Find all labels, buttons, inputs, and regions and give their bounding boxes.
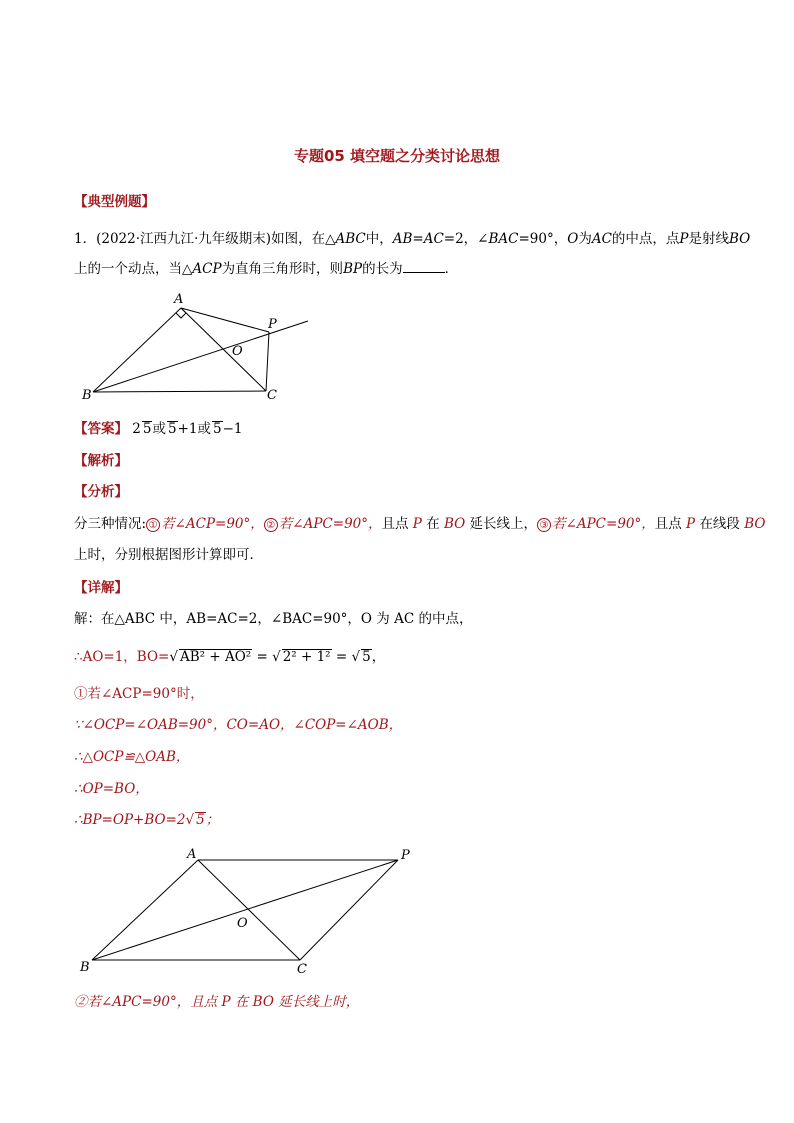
circled-2: ② xyxy=(264,518,278,532)
math-abc: ABC xyxy=(335,231,366,247)
text-fragment: = xyxy=(256,649,268,665)
label-c: C xyxy=(267,388,277,403)
label-c: C xyxy=(297,962,307,977)
sqrt-5 xyxy=(212,421,223,436)
math-bac: BAC xyxy=(488,231,519,247)
segment-bc xyxy=(93,391,266,392)
radical-sign: √ xyxy=(272,649,281,665)
label-o: O xyxy=(232,344,243,359)
answer-line xyxy=(74,419,242,439)
text-fragment: 5 xyxy=(142,421,152,437)
segment-ab xyxy=(92,860,198,960)
sqrt-2-1: 2² + 1² xyxy=(282,649,331,665)
text-fragment: 5 xyxy=(167,421,177,437)
problem-number: 1． xyxy=(74,231,97,247)
section-example: 【典型例题】 xyxy=(74,194,155,210)
text-fragment: 若∠ACP=90°， xyxy=(161,516,264,532)
text-fragment: 在线段 xyxy=(699,516,740,532)
figure-1 xyxy=(78,290,318,408)
label-b: B xyxy=(82,388,92,403)
math-p: P xyxy=(679,231,689,247)
text-fragment: 2 xyxy=(132,421,141,437)
text-fragment: 的中点，点 xyxy=(611,231,680,247)
radical-sign: √ xyxy=(351,649,361,665)
text-fragment: 为 xyxy=(578,231,592,247)
segment-pc xyxy=(266,332,269,391)
detail-line-3: ①若∠ACP=90°时， xyxy=(74,686,204,702)
section-detail: 【详解】 xyxy=(74,580,128,596)
math-o: O xyxy=(567,231,579,247)
label-p: P xyxy=(401,848,410,863)
detail-line-1: 解：在△ABC 中，AB=AC=2，∠BAC=90°，O 为 AC 的中点， xyxy=(74,611,473,627)
math-acp: ACP xyxy=(192,261,222,277)
text-fragment: 中， xyxy=(365,231,393,247)
problem-line-2 xyxy=(74,259,458,279)
section-answer: 【答案】 xyxy=(74,421,128,437)
sqrt-5: 5 xyxy=(362,649,371,665)
problem-line-1 xyxy=(74,229,750,249)
detail-line-6: ∴OP=BO， xyxy=(74,781,149,797)
text-fragment: 分三种情况: xyxy=(74,516,147,532)
math-ac: AC xyxy=(591,231,612,247)
text-fragment: 且点 xyxy=(654,516,682,532)
label-o: O xyxy=(237,916,248,931)
right-angle-mark xyxy=(176,308,186,318)
text-fragment: = xyxy=(335,649,348,665)
text-fragment: 如图，在△ xyxy=(271,231,336,247)
text-fragment: ， xyxy=(371,649,386,665)
detail-line-8: ②若∠APC=90°，且点 P 在 BO 延长线上时， xyxy=(74,994,360,1010)
math-bo: BO xyxy=(729,231,751,247)
detail-line-2 xyxy=(74,647,385,667)
text-fragment: 是射线 xyxy=(688,231,730,247)
section-analysis: 【解析】 xyxy=(74,453,128,469)
detail-line-4: ∵∠OCP=∠OAB=90°，CO=AO，∠COP=∠AOB， xyxy=(74,717,403,733)
text-fragment: 或 xyxy=(152,421,166,437)
math-bo: BO xyxy=(744,516,766,532)
radical-sign: √ xyxy=(185,812,195,828)
detail-line-5: ∴△OCP≌△OAB， xyxy=(74,749,190,765)
math-ab-ac: AB=AC xyxy=(392,231,444,247)
detail-line-7 xyxy=(74,810,219,830)
text-fragment: 5 xyxy=(212,421,222,437)
text-fragment: ； xyxy=(205,812,220,828)
text-fragment: 或 xyxy=(197,421,211,437)
text-fragment: ． xyxy=(444,261,459,277)
fenxi-line-2: 上时，分别根据图形计算即可． xyxy=(74,547,263,563)
text-fragment: −1 xyxy=(222,421,243,437)
page-title: 专题05 填空题之分类讨论思想 xyxy=(293,147,501,165)
label-b: B xyxy=(80,960,90,975)
label-p: P xyxy=(268,317,277,332)
segment-ab xyxy=(93,308,181,392)
math-bp: BP xyxy=(343,261,363,277)
text-fragment: =2，∠ xyxy=(443,231,489,247)
segment-ap xyxy=(181,308,269,332)
radical-sign: √ xyxy=(169,649,178,665)
text-fragment: ∴BP=OP+BO=2 xyxy=(74,812,186,828)
text-fragment: 若∠APC=90°， xyxy=(278,516,382,532)
math-bo: BO xyxy=(443,516,466,532)
math-p: P xyxy=(412,516,422,532)
answer-blank xyxy=(403,260,445,273)
problem-source: (2022·江西九江·九年级期末) xyxy=(96,231,272,247)
fenxi-line-1 xyxy=(74,514,765,534)
text-fragment: 且点 xyxy=(381,516,409,532)
text-fragment: 若∠APC=90°， xyxy=(552,516,655,532)
text-fragment: 上的一个动点，当△ xyxy=(74,261,193,277)
segment-ac xyxy=(198,860,300,960)
sqrt-5: 5 xyxy=(196,812,205,828)
circled-3: ③ xyxy=(537,518,551,532)
text-fragment: 在 xyxy=(426,516,440,532)
label-a: A xyxy=(174,292,184,307)
text-fragment: 为直角三角形时，则 xyxy=(221,261,344,277)
segment-cp xyxy=(300,860,398,960)
figure-2 xyxy=(74,842,420,977)
sqrt-ab-ao: AB² + AO² xyxy=(179,649,252,665)
section-fenxi: 【分析】 xyxy=(74,484,128,500)
circled-1: ① xyxy=(146,518,160,532)
sqrt-5 xyxy=(167,421,178,436)
sqrt-5 xyxy=(142,421,153,436)
text-fragment: ∴AO=1，BO= xyxy=(74,649,170,665)
math-p: P xyxy=(686,516,696,532)
segment-ac xyxy=(181,308,266,391)
label-a: A xyxy=(187,847,197,862)
segment-bp xyxy=(92,860,398,960)
text-fragment: +1 xyxy=(177,421,198,437)
text-fragment: =90°， xyxy=(518,231,568,247)
text-fragment: 的长为 xyxy=(362,261,403,277)
text-fragment: 延长线上， xyxy=(469,516,538,532)
